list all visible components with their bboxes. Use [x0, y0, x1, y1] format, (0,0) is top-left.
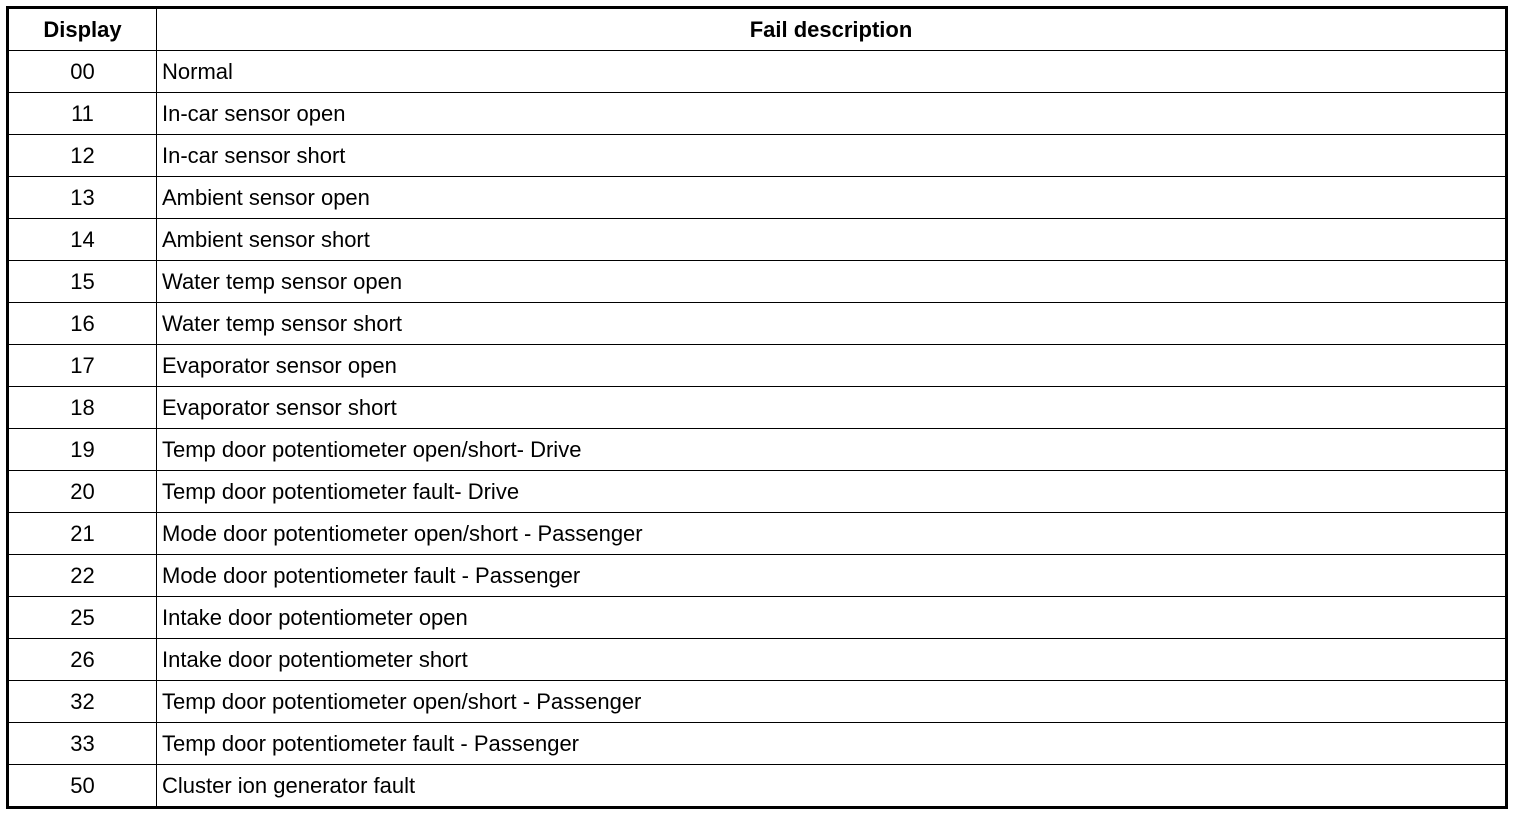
display-code: 18 [8, 387, 157, 429]
table-row [8, 93, 1507, 135]
table-row [8, 597, 1507, 639]
display-code: 15 [8, 261, 157, 303]
description-column-header: Fail description [157, 8, 1507, 51]
table-row [8, 681, 1507, 723]
display-code: 13 [8, 177, 157, 219]
table-row [8, 723, 1507, 765]
table-row [8, 261, 1507, 303]
fail-description: Intake door potentiometer open [157, 597, 1507, 639]
display-column-header: Display [8, 8, 157, 51]
display-code: 19 [8, 429, 157, 471]
display-code: 32 [8, 681, 157, 723]
table-row [8, 51, 1507, 93]
display-code: 50 [8, 765, 157, 808]
fail-description: Intake door potentiometer short [157, 639, 1507, 681]
fail-description: Mode door potentiometer fault - Passenger [157, 555, 1507, 597]
table-row [8, 555, 1507, 597]
table-row [8, 765, 1507, 808]
fail-description: In-car sensor open [157, 93, 1507, 135]
display-code: 12 [8, 135, 157, 177]
table-row [8, 471, 1507, 513]
display-code: 25 [8, 597, 157, 639]
display-code: 33 [8, 723, 157, 765]
table-row [8, 219, 1507, 261]
fail-description: Water temp sensor short [157, 303, 1507, 345]
display-code: 14 [8, 219, 157, 261]
fail-description: Ambient sensor short [157, 219, 1507, 261]
fail-code-table [6, 6, 1508, 809]
table-row [8, 387, 1507, 429]
fail-description: Temp door potentiometer fault - Passenger [157, 723, 1507, 765]
fail-description: Ambient sensor open [157, 177, 1507, 219]
fail-description: Mode door potentiometer open/short - Passenger [157, 513, 1507, 555]
header-row [8, 8, 1507, 51]
fail-description: Temp door potentiometer open/short - Passenger [157, 681, 1507, 723]
display-code: 20 [8, 471, 157, 513]
table-row [8, 345, 1507, 387]
table-row [8, 303, 1507, 345]
table-row [8, 177, 1507, 219]
fail-description: Water temp sensor open [157, 261, 1507, 303]
display-code: 00 [8, 51, 157, 93]
fail-description: Evaporator sensor short [157, 387, 1507, 429]
table-row [8, 135, 1507, 177]
table-body [8, 51, 1507, 808]
fail-description: Temp door potentiometer fault- Drive [157, 471, 1507, 513]
fail-description: In-car sensor short [157, 135, 1507, 177]
display-code: 17 [8, 345, 157, 387]
display-code: 22 [8, 555, 157, 597]
display-code: 11 [8, 93, 157, 135]
table-row [8, 639, 1507, 681]
display-code: 21 [8, 513, 157, 555]
table-row [8, 429, 1507, 471]
display-code: 26 [8, 639, 157, 681]
fail-description: Temp door potentiometer open/short- Drive [157, 429, 1507, 471]
fail-description: Cluster ion generator fault [157, 765, 1507, 808]
display-code: 16 [8, 303, 157, 345]
fail-description: Evaporator sensor open [157, 345, 1507, 387]
table-row [8, 513, 1507, 555]
fail-description: Normal [157, 51, 1507, 93]
